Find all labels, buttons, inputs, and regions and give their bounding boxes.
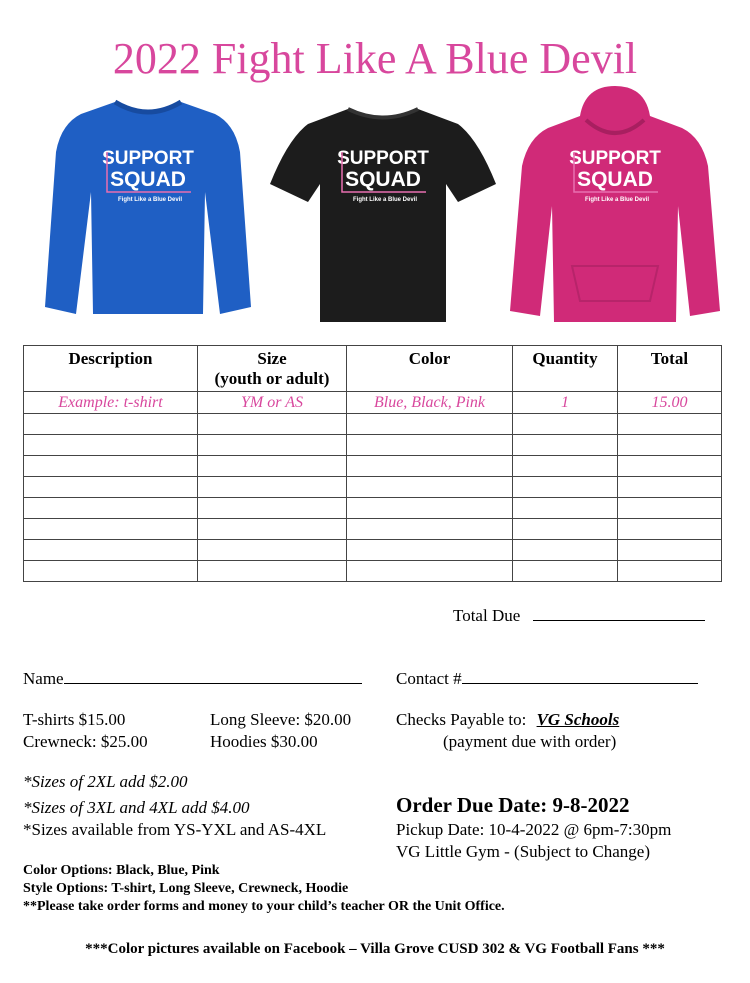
order-row (24, 456, 722, 477)
size-3xl-note: *Sizes of 3XL and 4XL add $4.00 (23, 798, 250, 817)
order-cell-quantity[interactable] (513, 498, 618, 519)
order-cell-quantity[interactable] (513, 477, 618, 498)
order-cell-quantity[interactable] (513, 435, 618, 456)
order-cell-size[interactable] (198, 561, 347, 582)
order-cell-total[interactable] (618, 519, 722, 540)
checks-payable (396, 710, 619, 730)
table-header-row (24, 346, 722, 392)
order-cell-size[interactable] (198, 456, 347, 477)
order-cell-color[interactable] (347, 498, 513, 519)
contact-field (396, 668, 698, 689)
header-total: Total (618, 346, 722, 392)
order-cell-description[interactable] (24, 540, 198, 561)
sizes-available-note: *Sizes available from YS-YXL and AS-4XL (23, 820, 327, 839)
example-size: YM or AS (198, 392, 347, 414)
name-label: Name (23, 669, 64, 688)
contact-blank[interactable] (462, 668, 698, 684)
logo-tagline: Fight Like a Blue Devil (352, 197, 418, 203)
t-shirt-image (268, 104, 498, 326)
order-cell-description[interactable] (24, 456, 198, 477)
hoodie-body (510, 86, 720, 322)
logo-line2: SQUAD (345, 168, 421, 191)
page-title: 2022 Fight Like A Blue Devil (112, 34, 638, 83)
example-quantity: 1 (513, 392, 618, 414)
order-row (24, 435, 722, 456)
order-cell-total[interactable] (618, 456, 722, 477)
header-quantity: Quantity (513, 346, 618, 392)
order-cell-size[interactable] (198, 477, 347, 498)
example-color: Blue, Black, Pink (347, 392, 513, 414)
header-size: Size (youth or adult) (198, 346, 347, 392)
order-cell-description[interactable] (24, 477, 198, 498)
footer-note: ***Color pictures available on Facebook – Villa Grove CUSD 302 & VG Football Fans *** (85, 941, 665, 957)
order-due-date: Order Due Date: 9-8-2022 (396, 793, 630, 817)
hoodie-image (510, 86, 720, 326)
price-long-sleeve: Long Sleeve: $20.00 (210, 710, 352, 729)
order-cell-total[interactable] (618, 477, 722, 498)
price-crewneck: Crewneck: $25.00 (23, 732, 148, 751)
total-due-blank[interactable] (533, 605, 705, 621)
order-row (24, 519, 722, 540)
header-color: Color (347, 346, 513, 392)
order-cell-description[interactable] (24, 519, 198, 540)
order-cell-quantity[interactable] (513, 456, 618, 477)
order-cell-size[interactable] (198, 435, 347, 456)
order-cell-quantity[interactable] (513, 561, 618, 582)
header-description: Description (24, 346, 198, 392)
order-cell-size[interactable] (198, 519, 347, 540)
name-field (23, 668, 362, 689)
price-hoodies: Hoodies $30.00 (210, 732, 318, 751)
order-cell-total[interactable] (618, 498, 722, 519)
total-due (453, 605, 705, 626)
long-sleeve-shirt-image (45, 82, 251, 322)
order-cell-description[interactable] (24, 414, 198, 435)
order-cell-quantity[interactable] (513, 540, 618, 561)
total-due-label: Total Due (453, 606, 521, 625)
logo-line1: SUPPORT (337, 148, 429, 169)
t-shirt-body (270, 109, 496, 322)
contact-label: Contact # (396, 669, 462, 688)
order-cell-size[interactable] (198, 414, 347, 435)
order-cell-color[interactable] (347, 477, 513, 498)
order-cell-total[interactable] (618, 435, 722, 456)
logo-tagline: Fight Like a Blue Devil (584, 197, 650, 203)
logo-line2: SQUAD (577, 168, 653, 191)
order-cell-total[interactable] (618, 540, 722, 561)
order-cell-color[interactable] (347, 540, 513, 561)
example-row (24, 392, 722, 414)
checks-label: Checks Payable to: (396, 710, 527, 729)
order-row (24, 540, 722, 561)
order-row (24, 561, 722, 582)
order-cell-quantity[interactable] (513, 519, 618, 540)
price-tshirts: T-shirts $15.00 (23, 710, 126, 729)
header-size-sub: (youth or adult) (214, 369, 330, 388)
color-options: Color Options: Black, Blue, Pink (23, 863, 220, 878)
order-cell-description[interactable] (24, 435, 198, 456)
size-2xl-note: *Sizes of 2XL add $2.00 (23, 772, 188, 791)
logo-line2: SQUAD (110, 168, 186, 191)
name-blank[interactable] (64, 668, 362, 684)
order-row (24, 477, 722, 498)
order-cell-total[interactable] (618, 414, 722, 435)
order-cell-color[interactable] (347, 456, 513, 477)
order-cell-size[interactable] (198, 498, 347, 519)
order-cell-total[interactable] (618, 561, 722, 582)
logo-tagline: Fight Like a Blue Devil (117, 197, 183, 203)
logo-line1: SUPPORT (102, 148, 194, 169)
order-cell-color[interactable] (347, 414, 513, 435)
order-cell-description[interactable] (24, 498, 198, 519)
order-cell-color[interactable] (347, 561, 513, 582)
order-cell-color[interactable] (347, 519, 513, 540)
order-cell-description[interactable] (24, 561, 198, 582)
checks-payee: VG Schools (536, 710, 620, 729)
order-row (24, 414, 722, 435)
order-row (24, 498, 722, 519)
order-cell-quantity[interactable] (513, 414, 618, 435)
pickup-date: Pickup Date: 10-4-2022 @ 6pm-7:30pm (396, 820, 672, 839)
order-cell-color[interactable] (347, 435, 513, 456)
example-description: Example: t-shirt (24, 392, 198, 414)
checks-note: (payment due with order) (443, 732, 617, 751)
logo-line1: SUPPORT (569, 148, 661, 169)
instructions: **Please take order forms and money to your child’s teacher OR the Unit Office. (23, 899, 505, 914)
pickup-location: VG Little Gym - (Subject to Change) (396, 842, 651, 861)
order-cell-size[interactable] (198, 540, 347, 561)
style-options: Style Options: T-shirt, Long Sleeve, Crewneck, Hoodie (23, 881, 349, 896)
long-sleeve-body (45, 102, 251, 314)
example-total: 15.00 (618, 392, 722, 414)
order-table (23, 345, 722, 582)
